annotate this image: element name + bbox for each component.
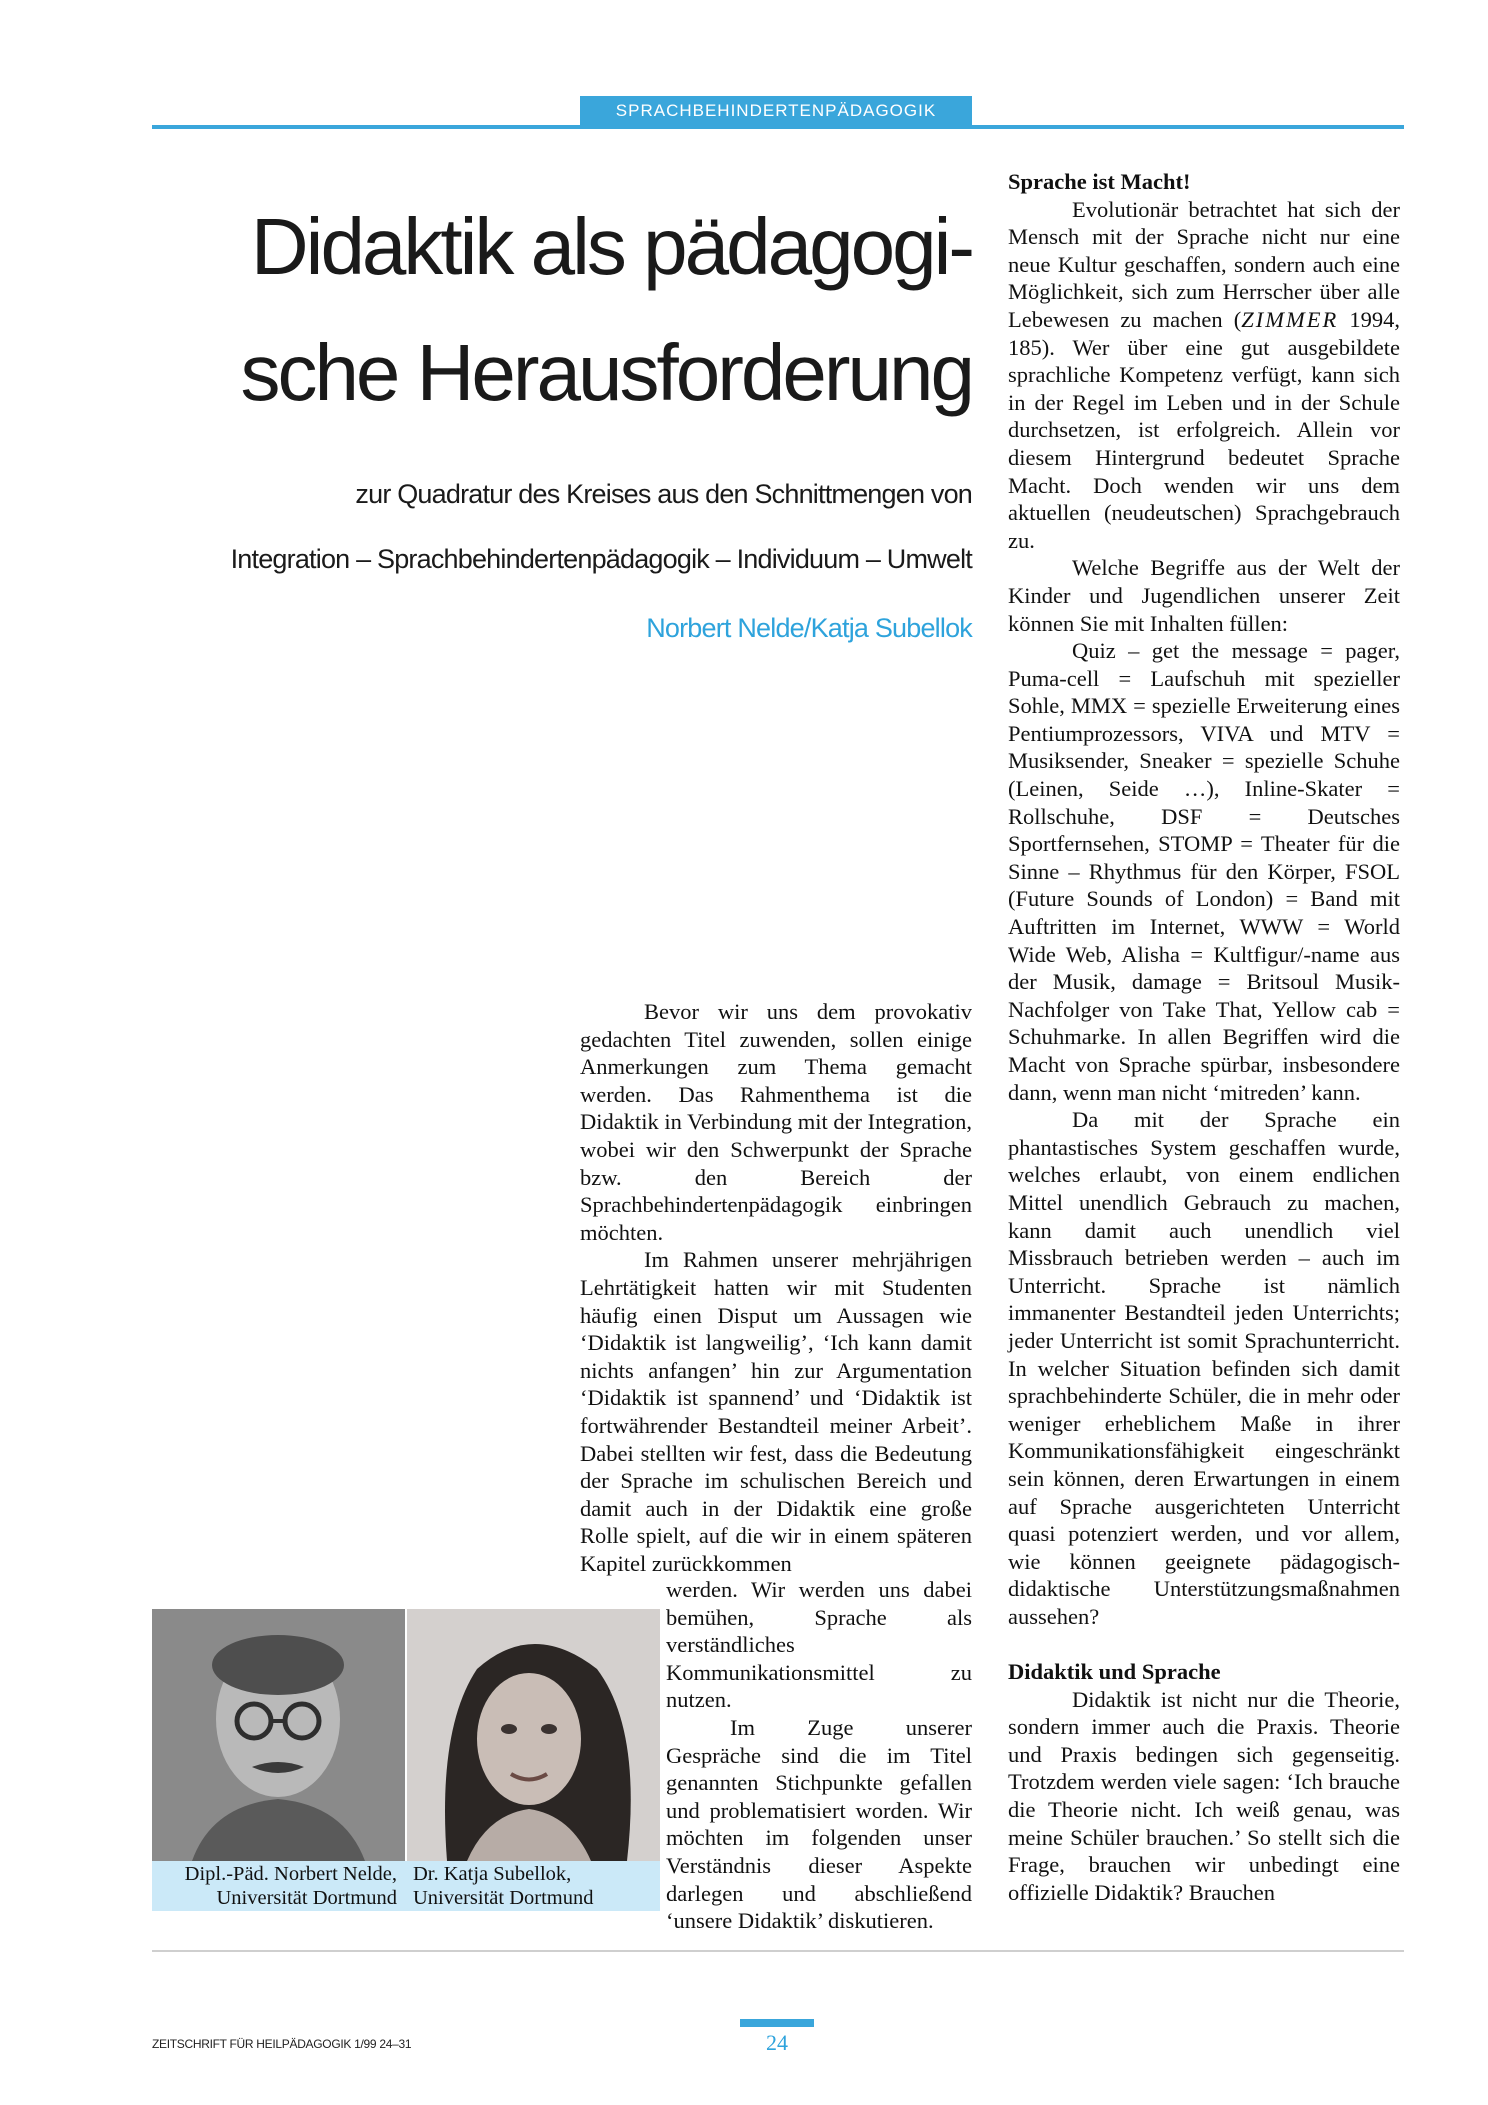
- intro-paragraph-2: Im Rahmen unserer mehrjährigen Lehrtätigkeit hatten wir mit Studenten häufig einen Disput um Aussagen wie ‘Didaktik ist langweilig’, ‘Ich kann damit nichts anfangen’ hin zur Argumentation ‘Didaktik ist spannend’ und ‘Didaktik ist fortwährender Bestandteil meiner Arbeit’. Dabei stellten wir fest, dass die Bedeutung der Sprache im schulischen Bereich und damit auch in der Didaktik eine große Rolle spielt, auf die wir in einem späteren Kapitel zurückkommen: [580, 1247, 972, 1576]
- caption-nelde-line-1: Dipl.-Päd. Norbert Nelde,: [184, 1863, 397, 1885]
- article-title: [150, 184, 972, 436]
- footer-rule: [152, 1950, 1404, 1952]
- article-authors: Norbert Nelde/Katja Subellok: [646, 613, 972, 643]
- right-paragraph-1: [1008, 196, 1400, 555]
- title-line-2: sche Herausforderung: [240, 328, 972, 417]
- page-number-bar: [740, 2019, 814, 2027]
- subtitle-line-2: Integration – Sprachbehindertenpädagogik – Individuum – Umwelt: [230, 544, 972, 574]
- section-heading-didaktik-und-sprache: Didaktik und Sprache: [1008, 1659, 1221, 1685]
- intro-paragraph-2-continued: werden. Wir werden uns dabei bemühen, Sprache als verständliches Kommunikationsmittel zu nutzen.: [666, 1577, 972, 1713]
- article-subtitle: [130, 462, 972, 592]
- right-paragraph-1-text: Evolutionär betrachtet hat sich der Mensch mit der Sprache nicht nur eine neue Kultur geschaffen, sondern auch eine Möglichkeit, sich zum Herrscher über alle Lebewesen zu machen (: [1008, 196, 1400, 332]
- page-number: 24: [766, 2030, 788, 2055]
- right-column: [1008, 168, 1400, 1906]
- intro-column: [580, 998, 972, 1577]
- paragraph-gap: [1008, 1630, 1400, 1658]
- caption-subellok-line-1: Dr. Katja Subellok,: [413, 1863, 572, 1885]
- caption-nelde-line-2: Universität Dortmund: [216, 1887, 397, 1909]
- title-line-1: Didaktik als pädagogi-: [250, 202, 972, 291]
- portrait-man-image: [152, 1609, 405, 1861]
- caption-subellok-line-2: Universität Dortmund: [413, 1887, 594, 1909]
- photo-caption-nelde: [152, 1862, 397, 1910]
- citation-author: ZIMMER: [1241, 306, 1339, 332]
- right-paragraph-3: Quiz – get the message = pager, Puma-cell = Laufschuh mit spezieller Sohle, MMX = spezielle Erweiterung eines Pentiumprozessors, VIVA und MTV = Musiksender, Sneaker = spezielle Schuhe (Leinen, Seide …), Inline-Skater = Rollschuhe, DSF = Deutsches Sportfernsehen, STOMP = Theater für die Sinne – Rhythmus für den Körper, FSOL (Future Sounds of London) = Band mit Auftritten im Internet, WWW = World Wide Web, Alisha = Kultfigur/-name aus der Musik, damage = Britsoul Musik-Nachfolger von Take That, Yellow cab = Schuhmarke. In allen Begriffen wird die Macht von Sprache spürbar, insbesondere dann, wenn man nicht ‘mitreden’ kann.: [1008, 638, 1400, 1105]
- author-photo-nelde: [152, 1609, 405, 1861]
- section-header: SPRACHBEHINDERTENPÄDAGOGIK: [580, 96, 972, 125]
- journal-citation: ZEITSCHRIFT FÜR HEILPÄDAGOGIK 1/99 24–31: [152, 2037, 412, 2051]
- intro-column-continued: [666, 1576, 972, 1935]
- section-heading-sprache-ist-macht: Sprache ist Macht!: [1008, 169, 1191, 194]
- author-photo-subellok: [407, 1609, 660, 1861]
- subtitle-line-1: zur Quadratur des Kreises aus den Schnittmengen von: [355, 479, 972, 509]
- right-paragraph-4: Da mit der Sprache ein phantastisches System geschaffen wurde, welches erlaubt, von einem endlichen Mittel unendlich Gebrauch zu machen, kann damit auch unendlich viel Missbrauch betrieben werden – auch im Unterricht. Sprache ist nämlich immanenter Bestandteil jeden Unterrichts; jeder Unterricht ist somit Sprachunterricht. In welcher Situation befinden sich damit sprachbehinderte Schüler, die in mehr oder weniger erheblichem Maße in ihrer Kommunikationsfähigkeit eingeschränkt sein können, deren Erwartungen in einem auf Sprache ausgerichteten Unterricht quasi potenziert werden, und vor allem, wie können geeignete pädagogisch-didaktische Unterstützungsmaßnahmen aussehen?: [1008, 1107, 1400, 1629]
- right-paragraph-2: Welche Begriffe aus der Welt der Kinder und Jugendlichen unserer Zeit können Sie mit Inhalten füllen:: [1008, 555, 1400, 636]
- right-paragraph-1-rest: 1994, 185). Wer über eine gut ausgebildete sprachliche Kompetenz verfügt, kann sich in der Regel im Leben und in der Schule durchsetzen, ist erfolgreich. Allein vor diesem Hintergrund bedeutet Sprache Macht. Doch wenden wir uns dem aktuellen (neudeutschen) Sprachgebrauch zu.: [1008, 306, 1400, 553]
- photo-caption-subellok: [413, 1862, 658, 1910]
- portrait-woman-image: [407, 1609, 660, 1861]
- intro-paragraph-3: Im Zuge unserer Gespräche sind die im Titel genannten Stichpunkte gefallen und problematisiert worden. Wir möchten im folgenden unser Verständnis dieser Aspekte darlegen und abschließend ‘unsere Didaktik’ diskutieren.: [666, 1714, 972, 1934]
- intro-paragraph-1: Bevor wir uns dem provokativ gedachten Titel zuwenden, sollen einige Anmerkungen zum Thema gemacht werden. Das Rahmenthema ist die Didaktik in Verbindung mit der Integration, wobei wir den Schwerpunkt der Sprache bzw. den Bereich der Sprachbehindertenpädagogik einbringen möchten.: [580, 999, 973, 1245]
- header-rule: [152, 125, 1404, 129]
- right-paragraph-5: Didaktik ist nicht nur die Theorie, sondern immer auch die Praxis. Theorie und Praxis bedingen sich gegenseitig. Trotzdem werden viele sagen: ‘Ich brauche die Theorie nicht. Ich weiß genau, was meine Schüler brauchen.’ So stellt sich die Frage, brauchen wir unbedingt eine offizielle Didaktik? Brauchen: [1008, 1686, 1400, 1905]
